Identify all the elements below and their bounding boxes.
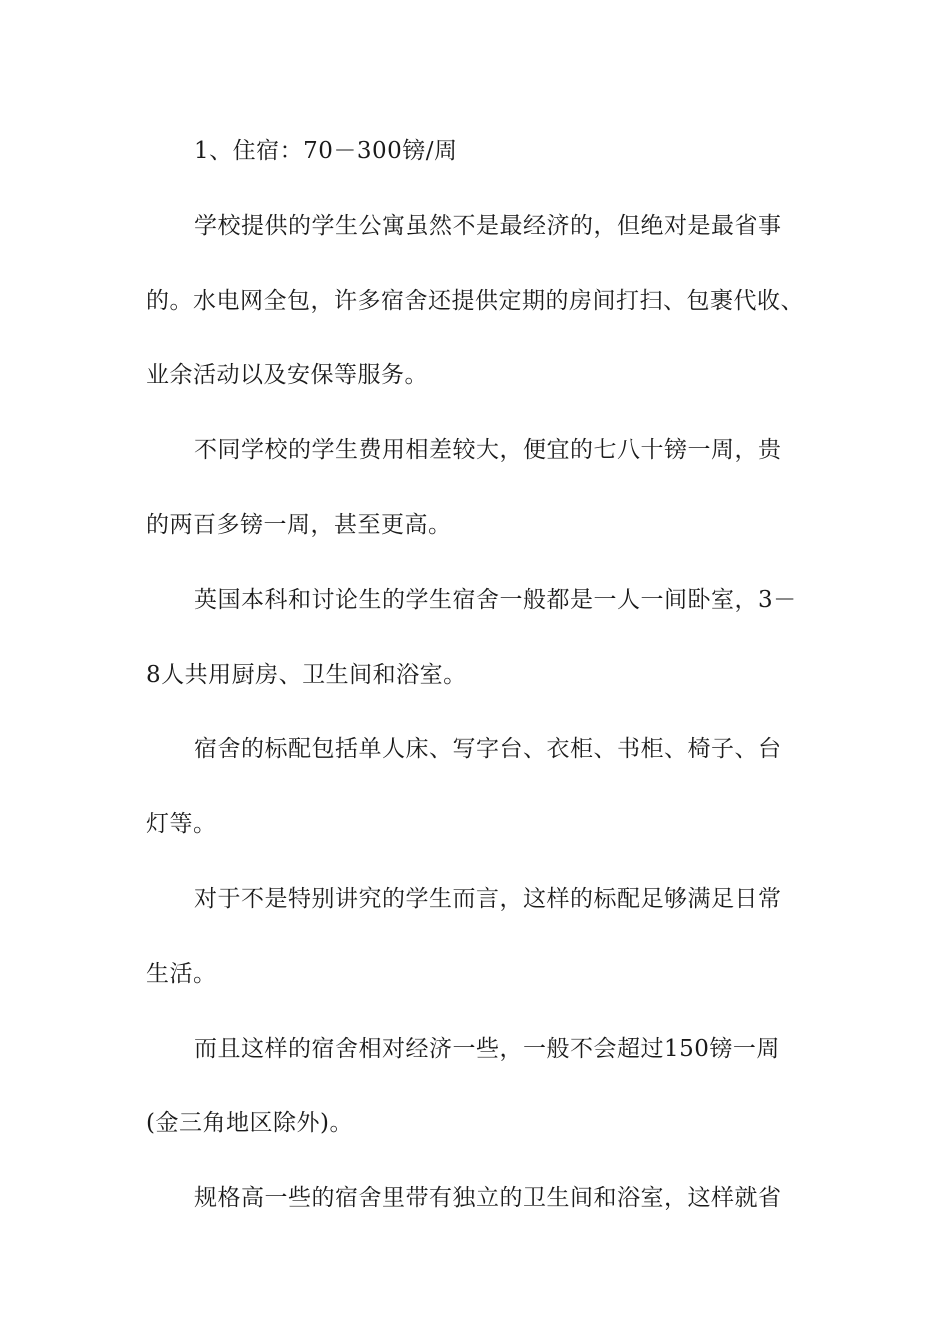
paragraph-line: 生活。 — [146, 961, 217, 987]
paragraph-line: 的。水电网全包，许多宿舍还提供定期的房间打扫、包裹代收、 — [146, 288, 804, 314]
paragraph-line: 英国本科和讨论生的学生宿舍一般都是一人一间卧室，3－ — [194, 587, 797, 613]
paragraph-line: 的两百多镑一周，甚至更高。 — [146, 512, 452, 538]
paragraph-line: 业余活动以及安保等服务。 — [146, 362, 428, 388]
paragraph-line: 而且这样的宿舍相对经济一些，一般不会超过150镑一周 — [194, 1036, 780, 1062]
section-heading: 1、住宿：70－300镑/周 — [194, 138, 458, 164]
paragraph-line: 规格高一些的宿舍里带有独立的卫生间和浴室，这样就省 — [194, 1185, 782, 1211]
paragraph-line: 学校提供的学生公寓虽然不是最经济的，但绝对是最省事 — [194, 213, 782, 239]
paragraph-line: 不同学校的学生费用相差较大，便宜的七八十镑一周，贵 — [194, 437, 782, 463]
paragraph-line: 8人共用厨房、卫生间和浴室。 — [146, 662, 467, 688]
paragraph-line: (金三角地区除外)。 — [146, 1110, 353, 1136]
paragraph-line: 对于不是特别讲究的学生而言，这样的标配足够满足日常 — [194, 886, 782, 912]
paragraph-line: 宿舍的标配包括单人床、写字台、衣柜、书柜、椅子、台 — [194, 736, 782, 762]
paragraph-line: 灯等。 — [146, 811, 217, 837]
